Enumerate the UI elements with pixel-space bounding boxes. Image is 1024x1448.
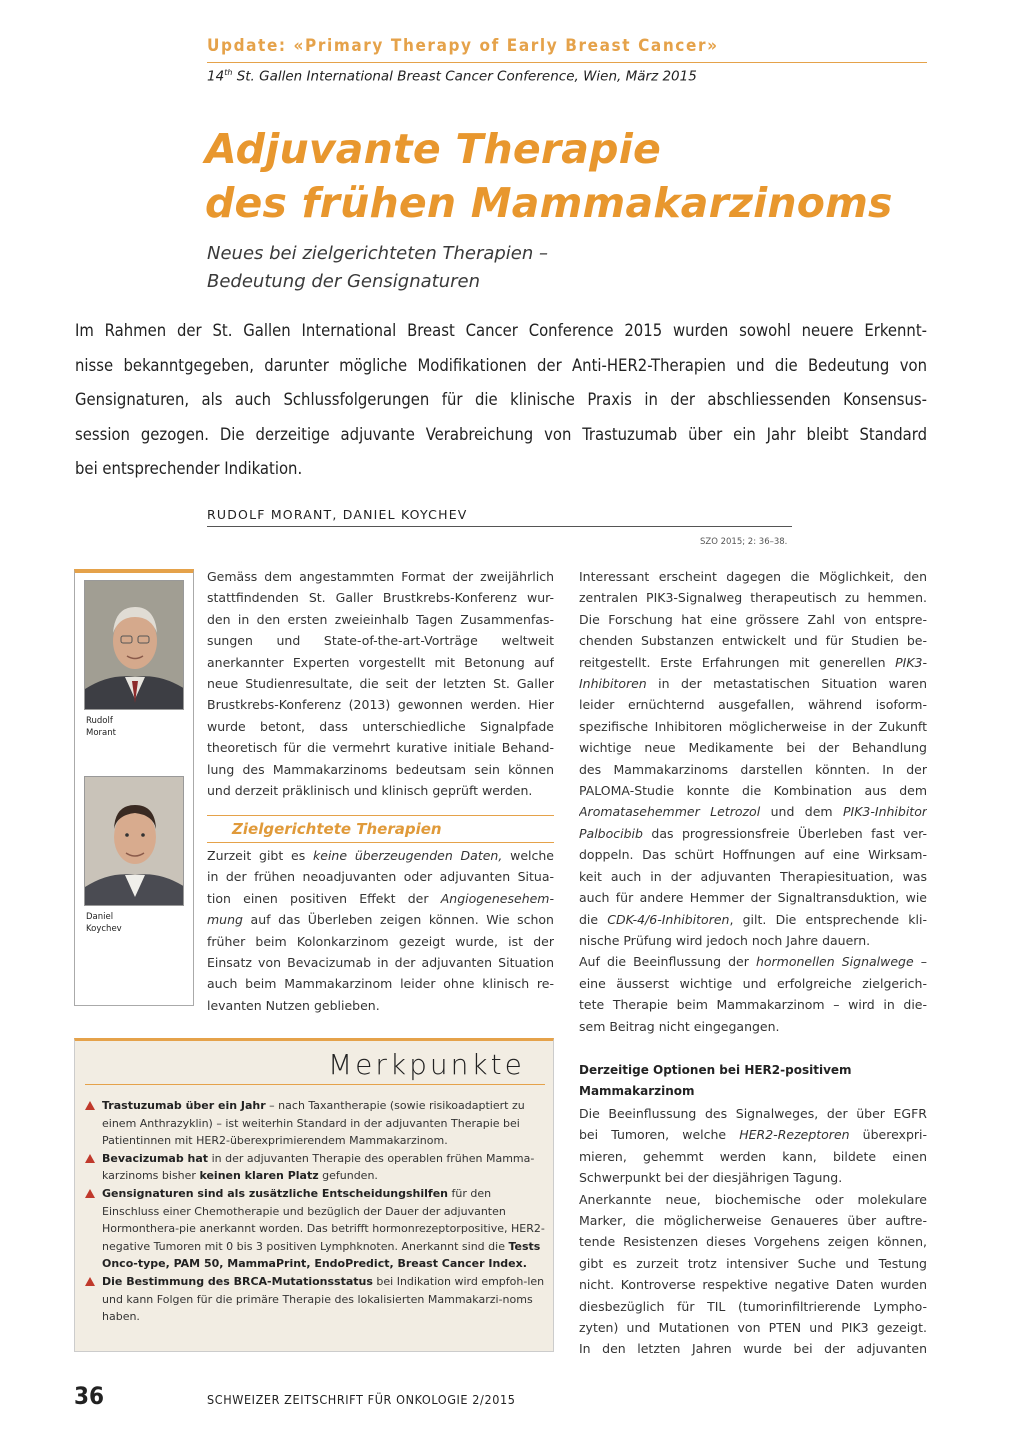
journal-name: SCHWEIZER ZEITSCHRIFT FÜR ONKOLOGIE 2/2015: [207, 1392, 516, 1407]
key-point-item: Trastuzumab über ein Jahr – nach Taxantherapie (sowie risikoadaptiert zu einem Anthrazyklin) – ist weiterhin Standard in der adjuvanten Therapie bei Patientinnen mit HER2-überexprimierendem Mammakarzinom.: [85, 1097, 545, 1150]
authors-divider: [207, 526, 792, 527]
section-rule-top: [207, 815, 554, 816]
triangle-bullet-icon: [85, 1154, 95, 1163]
key-points-divider: [85, 1084, 545, 1085]
page-number: 36: [74, 1382, 105, 1410]
section-rule-bottom: [207, 842, 554, 843]
author-photo-morant: [84, 580, 184, 710]
column-right-paragraph-1: Interessant erscheint dagegen die Möglichkeit, den zentralen PIK3-Signalweg therapeutisch zu hemmen. Die Forschung hat eine grössere Zahl von entspre- chenden Substanzen entwickelt und für Studien be- reitgestellt. Erste Erfahrungen mit generellen PIK3- Inhibitoren in der metastatischen Situation waren leider ernüchternd ausgefallen, während isoform- spezifische Inhibitoren möglicherweise in der Zukunft wichtige neue Medikamente bei der Behandlung des Mammakarzinoms darstellen könnten. In der PALOMA-Studie konnte die Kombination aus dem Aromatasehemmer Letrozol und dem PIK3-Inhibitor Palbocibib das progressionsfreie Überleben fast ver- doppeln. Das schürt Hoffnungen auf eine Wirksam- keit auch in der adjuvanten Therapiesituation, was auch für andere Hemmer der Signaltransduktion, wie die CDK-4/6-Inhibitoren, gilt. Die entsprechende kli- nische Prüfung wird jedoch noch Jahre dauern. Auf die Beeinflussung der hormonellen Signalwege – eine äusserst wichtige und erfolgreiche zielgerich- tete Therapie beim Mammakarzinom – wird in die- sem Beitrag nicht eingegangen.: [579, 569, 927, 1034]
photo-caption-morant: Rudolf Morant: [86, 716, 116, 738]
column-middle-paragraph-2: Zurzeit gibt es keine überzeugenden Daten, welche in der frühen neoadjuvanten oder adjuvanten Situa- tion einen positiven Effekt der Angiogenesehem- mung auf das Überleben zeigen können. Wie schon früher beim Kolonkarzinom gezeigt wurde, ist der Einsatz von Bevacizumab in der adjuvanten Situation auch beim Mammakarzinom leider ohne klinisch re- levanten Nutzen geblieben.: [207, 848, 554, 1013]
article-lead: Im Rahmen der St. Gallen International Breast Cancer Conference 2015 wurden sowohl neuere Erkennt- nisse bekanntgegeben, darunter mögliche Modifikationen der Anti-HER2-Therapien und die Bedeutung von Gensignaturen, als auch Schlussfolgerungen für die klinische Praxis in der abschliessenden Konsensus- session gezogen. Die derzeitige adjuvante Verabreichung von Trastuzumab über ein Jahr bleibt Standard bei entsprechender Indikation.: [75, 321, 927, 479]
running-header-title: Update: «Primary Therapy of Early Breast Cancer»: [207, 36, 719, 56]
article-title: Adjuvante Therapie des frühen Mammakarzinoms: [205, 125, 893, 227]
header-divider: [207, 62, 927, 63]
running-header-subtitle: 14th St. Gallen International Breast Cancer Conference, Wien, März 2015: [207, 68, 697, 85]
article-authors: RUDOLF MORANT, DANIEL KOYCHEV: [207, 507, 468, 522]
subheading-her2: Derzeitige Optionen bei HER2-positivem Mammakarzinom: [579, 1063, 852, 1099]
key-points-list: [85, 1097, 545, 1326]
triangle-bullet-icon: [85, 1189, 95, 1198]
citation: SZO 2015; 2: 36–38.: [700, 537, 788, 547]
key-points-title: Merkpunkte: [328, 1048, 525, 1081]
section-heading-zielgerichtete: Zielgerichtete Therapien: [232, 820, 442, 838]
key-point-item: Gensignaturen sind als zusätzliche Entscheidungshilfen für den Einschluss einer Chemotherapie und bezüglich der Dauer der adjuvanten Hormonthera-pie anerkannt worden. Das betrifft hormonrezeptorpositive, HER2-negative Tumoren mit 0 bis 3 positiven Lymphknoten. Anerkannt sind die Tests Onco-type, PAM 50, MammaPrint, EndoPredict, Breast Cancer Index.: [85, 1185, 545, 1273]
triangle-bullet-icon: [85, 1101, 95, 1110]
key-point-item: Bevacizumab hat in der adjuvanten Therapie des operablen frühen Mamma-karzinoms bisher keinen klaren Platz gefunden.: [85, 1150, 545, 1185]
author-photo-koychev: [84, 776, 184, 906]
article-subtitle: Neues bei zielgerichteten Therapien – Bedeutung der Gensignaturen: [207, 243, 549, 292]
triangle-bullet-icon: [85, 1277, 95, 1286]
column-right-paragraph-3: Die Beeinflussung des Signalweges, der über EGFR bei Tumoren, welche HER2-Rezeptoren überexpri- mieren, gehemmt werden kann, bildete einen Schwerpunkt bei der diesjährigen Tagung. Anerkannte neue, biochemische oder molekulare Marker, die möglicherweise Genaueres über auftre- tende Resistenzen dieses Vorgehens zeigen können, gibt es zurzeit trotz intensiver Suche und Testung nicht. Kontroverse respektive negative Daten wurden diesbezüglich für TIL (tumorinfiltrierende Lympho- zyten) und Mutationen von PTEN und PIK3 gezeigt. In den letzten Jahren wurde bei der adjuvanten: [579, 1106, 927, 1357]
column-middle-paragraph-1: Gemäss dem angestammten Format der zweijährlich stattfindenden St. Galler Brustkrebs-Konferenz wur- den in den ersten zweieinhalb Tagen Zusammenfas- sungen und State-of-the-art-Vorträge weltweit anerkannter Experten vorgestellt mit Betonung auf neue Studienresultate, die seit der letzten St. Galler Brustkrebs-Konferenz (2013) gewonnen werden. Hier wurde betont, dass unterschiedliche Signalpfade theoretisch für die vermehrt kurative initiale Behand- lung des Mammakarzinoms bedeutsam sein können und derzeit präklinisch und klinisch geprüft werden.: [207, 569, 554, 799]
key-point-item: Die Bestimmung des BRCA-Mutationsstatus bei Indikation wird empfoh-len und kann Folgen für die primäre Therapie des lokalisierten Mammakarzi-noms haben.: [85, 1273, 545, 1326]
photo-caption-koychev: Daniel Koychev: [86, 912, 122, 934]
